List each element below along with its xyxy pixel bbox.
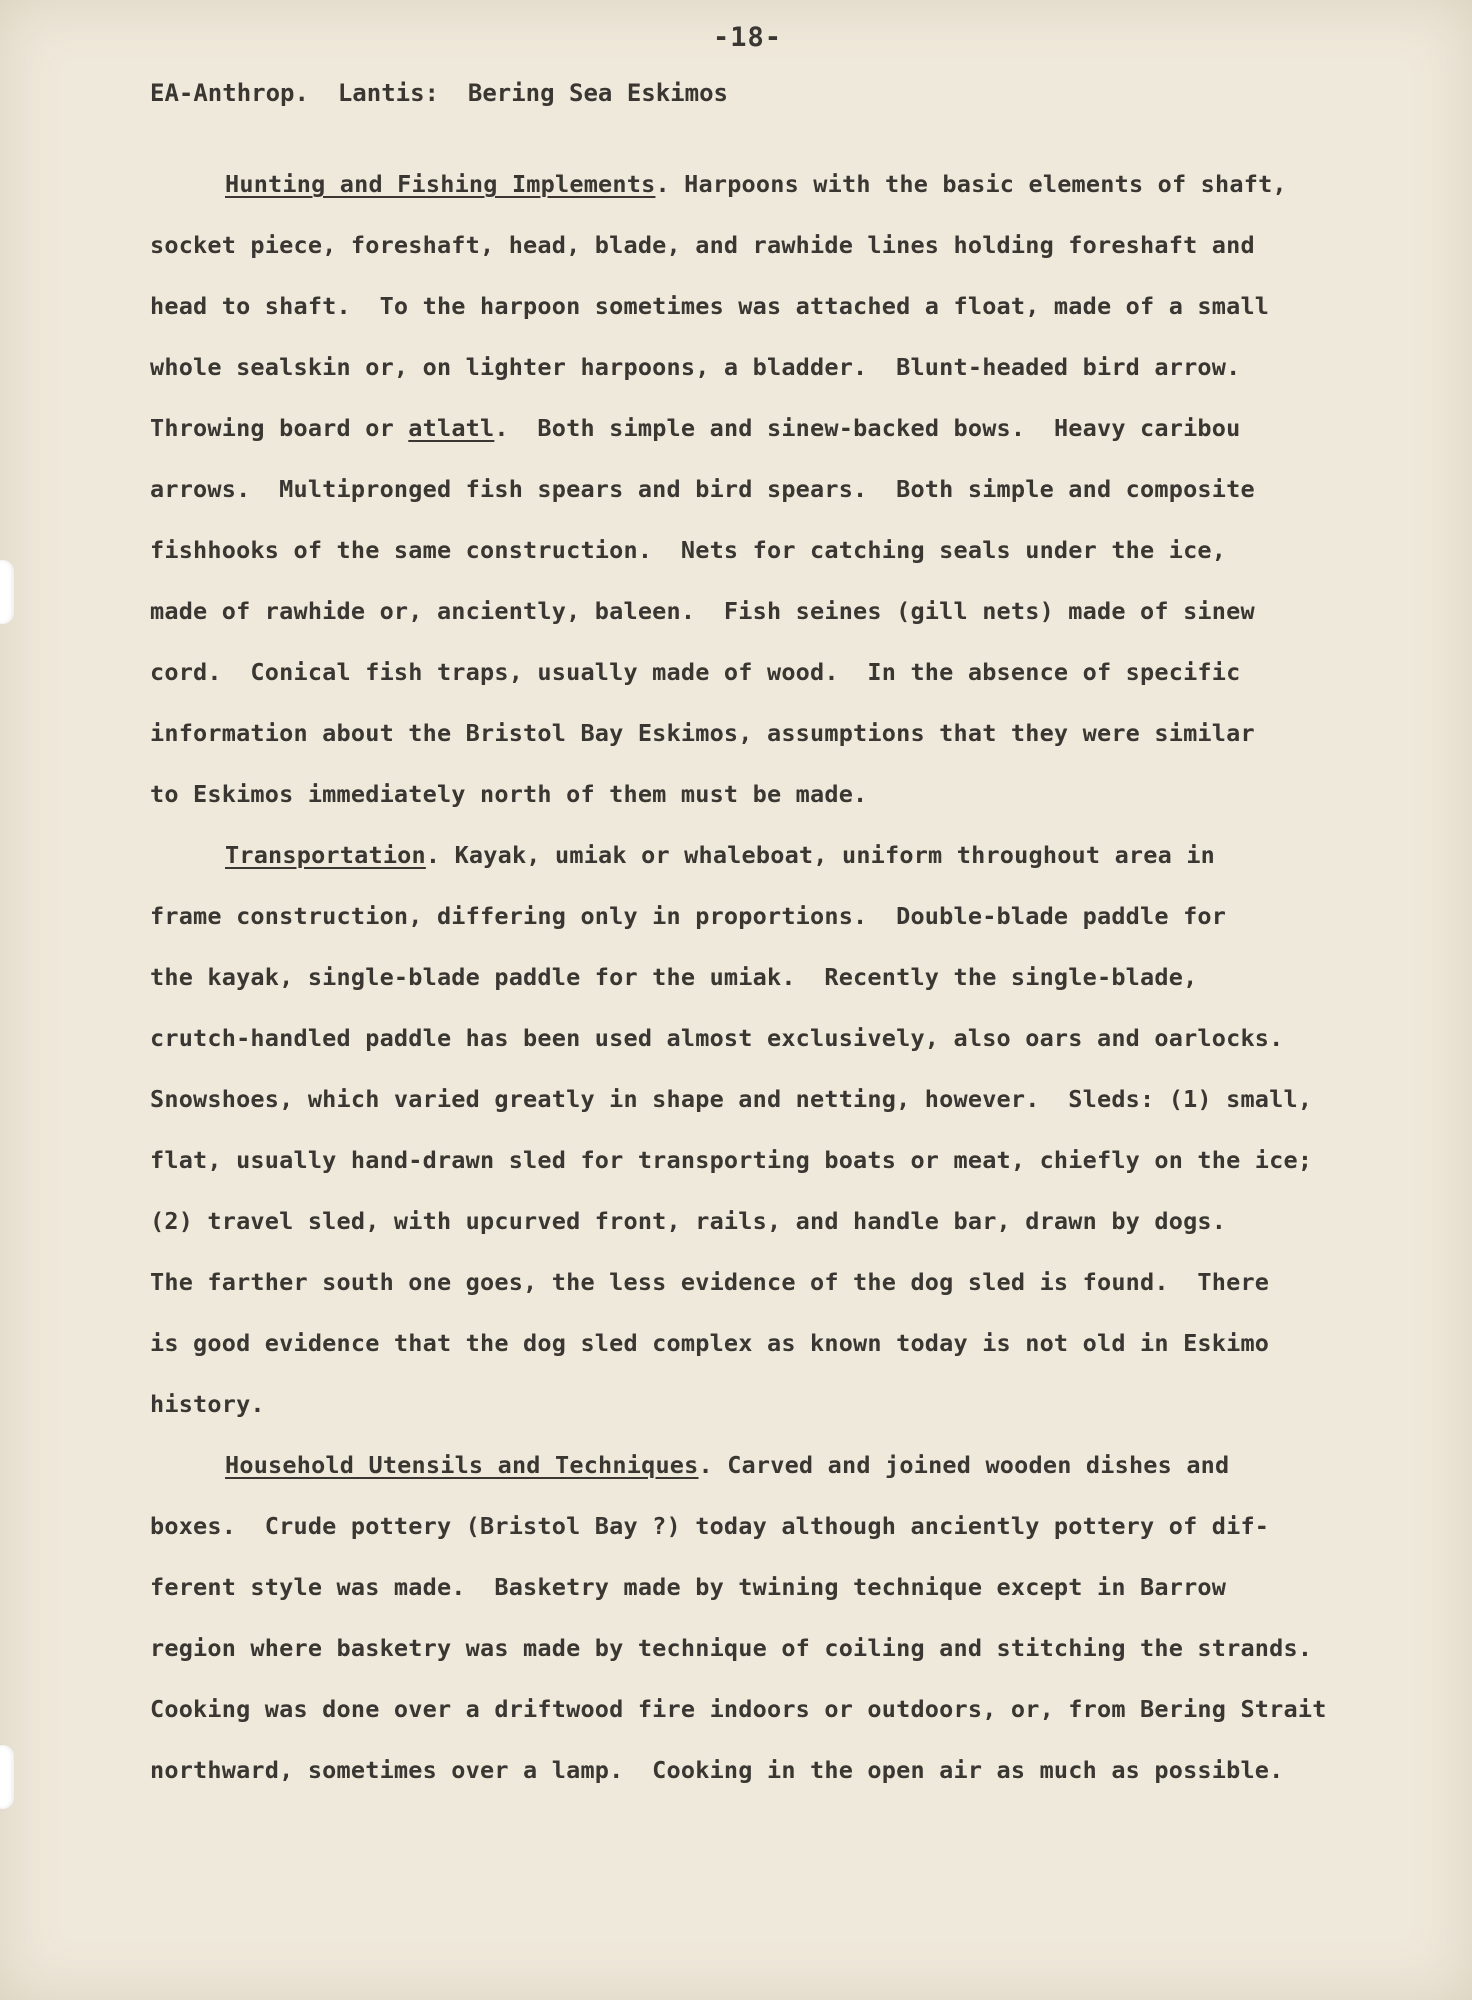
paragraph-line <box>150 414 1240 442</box>
punch-hole <box>0 560 14 624</box>
paragraph-line: history. <box>150 1390 265 1418</box>
paragraph-text: Throwing board or <box>150 414 409 442</box>
emphasized-term: atlatl <box>408 414 495 442</box>
paragraph-line: head to shaft. To the harpoon sometimes was attached a float, made of a small <box>150 292 1270 320</box>
paragraph-line: flat, usually hand-drawn sled for transporting boats or meat, chiefly on the ice; <box>150 1146 1313 1174</box>
paragraph-line: Snowshoes, which varied greatly in shape and netting, however. Sleds: (1) small, <box>150 1085 1313 1113</box>
paragraph-line: region where basketry was made by technique of coiling and stitching the strands. <box>150 1634 1313 1662</box>
paragraph-line: fishhooks of the same construction. Nets for catching seals under the ice, <box>150 536 1227 564</box>
paragraph-line: northward, sometimes over a lamp. Cooking in the open air as much as possible. <box>150 1756 1284 1784</box>
paragraph-line <box>225 170 1287 198</box>
section-heading: Transportation <box>225 841 426 869</box>
paragraph-text: . Carved and joined wooden dishes and <box>698 1451 1230 1479</box>
paragraph-line: socket piece, foreshaft, head, blade, and rawhide lines holding foreshaft and <box>150 231 1255 259</box>
paragraph-line: (2) travel sled, with upcurved front, rails, and handle bar, drawn by dogs. <box>150 1207 1227 1235</box>
paragraph-line: made of rawhide or, anciently, baleen. Fish seines (gill nets) made of sinew <box>150 597 1255 625</box>
paragraph-line: boxes. Crude pottery (Bristol Bay ?) today although anciently pottery of dif- <box>150 1512 1270 1540</box>
paragraph-line: The farther south one goes, the less evidence of the dog sled is found. There <box>150 1268 1270 1296</box>
paragraph-text: . Both simple and sinew-backed bows. Heavy caribou <box>494 414 1241 442</box>
paragraph-line: crutch-handled paddle has been used almost exclusively, also oars and oarlocks. <box>150 1024 1284 1052</box>
paragraph-line: is good evidence that the dog sled complex as known today is not old in Eskimo <box>150 1329 1270 1357</box>
running-header: EA-Anthrop. Lantis: Bering Sea Eskimos <box>150 79 728 107</box>
paragraph-line: the kayak, single-blade paddle for the umiak. Recently the single-blade, <box>150 963 1198 991</box>
section-heading: Hunting and Fishing Implements <box>225 170 656 198</box>
page-number: -18- <box>713 22 783 53</box>
paragraph-line: whole sealskin or, on lighter harpoons, a bladder. Blunt-headed bird arrow. <box>150 353 1241 381</box>
paragraph-line: ferent style was made. Basketry made by twining technique except in Barrow <box>150 1573 1227 1601</box>
paragraph-text: . Harpoons with the basic elements of shaft, <box>655 170 1287 198</box>
paragraph-line: arrows. Multipronged fish spears and bird spears. Both simple and composite <box>150 475 1255 503</box>
paragraph-line: information about the Bristol Bay Eskimos, assumptions that they were similar <box>150 719 1255 747</box>
paragraph-line <box>225 841 1215 869</box>
paragraph-line <box>225 1451 1229 1479</box>
paragraph-text: . Kayak, umiak or whaleboat, uniform throughout area in <box>425 841 1216 869</box>
section-heading: Household Utensils and Techniques <box>225 1451 699 1479</box>
paragraph-line: cord. Conical fish traps, usually made of wood. In the absence of specific <box>150 658 1241 686</box>
punch-hole <box>0 1745 14 1809</box>
paragraph-line: Cooking was done over a driftwood fire indoors or outdoors, or, from Bering Strait <box>150 1695 1327 1723</box>
paragraph-line: to Eskimos immediately north of them must be made. <box>150 780 868 808</box>
paragraph-line: frame construction, differing only in proportions. Double-blade paddle for <box>150 902 1227 930</box>
